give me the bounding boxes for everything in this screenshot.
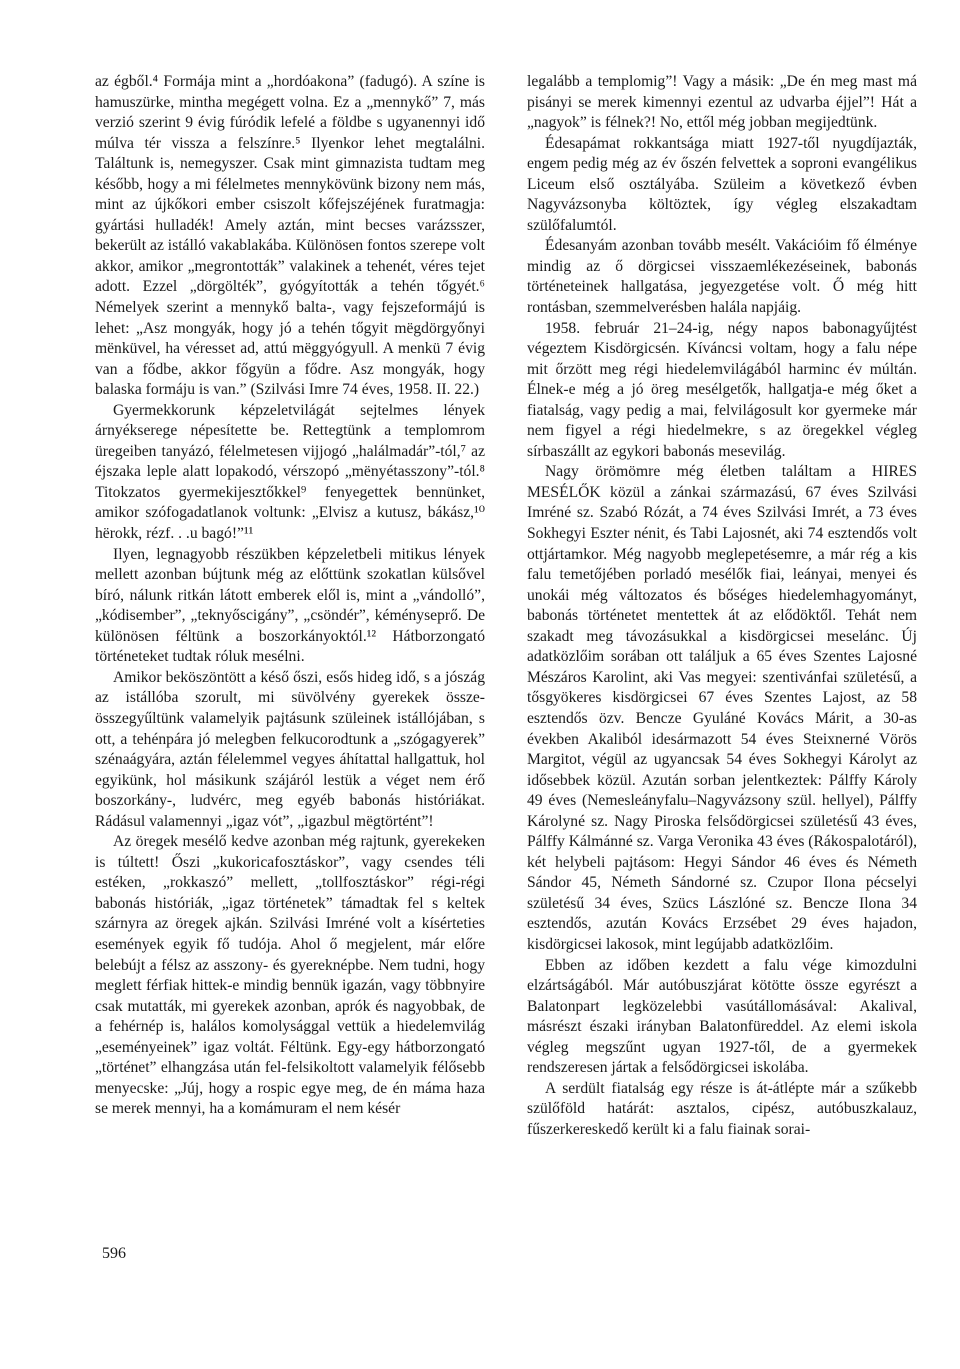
paragraph: Ilyen, legnagyobb részükben képzeletbeli mitikus lények mellett azonban bújtunk még az előttünk szokatlan külsővel bíró, nálunk ritkán látott emberek elől is, mint a „vándolló”, „kódisember”, „teknyőscigány”, „csöndér”, kéményseprő. De különösen féltünk a boszorkányoktól.¹² Hátborzongató történeteket tudtak róluk mesélni. (95, 545, 485, 666)
paragraph: legalább a templomig”! Vagy a másik: „De én meg mast má pisányi se merek kimennyi ezentul az udvarba éjjel”! Hát a „nagyok” is félnek?! No, ettől még jobban megijedtünk. (527, 73, 917, 132)
paragraph: Az öregek mesélő kedve azonban még rajtunk, gyerekeken is túltett! Őszi „kukoricafosztáskor”, vagy csendes téli estéken, „rokkaszó” mellett, „tollfosztáskor” régi-régi babonás históriák, „igaz történetek” támadtak fel s keltek szárnyra az öregek ajkán. Szilvási Imréné volt a kísérteties események egyik fő tudója. Ahol ő megjelent, már előre belebújt a félsz az asszony- és gyereknépbe. Nem tudni, hogy meglett férfiak hittek-e mindig bennük igazán, vagy többnyire csak mutatták, mi gyerekek azonban, aprók és nagyobbak, de a fehérnép is, halálos komolysággal vettük a hiedelemvilág „eseményeinek” igaz voltát. Féltünk. Egy-egy hátborzongató „történet” elhangzása után fel-felsikoltott valamelyik félősebb menyecske: „Júj, hogy a rospic egye meg, de én máma haza se merek mennyi, ha a komámuram el nem késér (95, 833, 485, 1118)
paragraph: Nagy örömömre még életben találtam a HIRES MESÉLŐK közül a zánkai származású, 67 éves Szilvási Imréné sz. Szabó Rózát, a 74 éves Szilvási Imrét, a 73 éves Sokhegyi Eszter nénit, és Tabi Lajosnét, aki 74 esztendős volt ottjártamkor. Még nagyobb meglepetésemre, a már rég a kis falu temetőjében porladó mesélők fiai, leányai, menyei és unokái még változatos és bőséges hiedelemhagyományt, babonás történetet mentettek át az elődöktől. Tehát nem szakadt meg távozásukkal a kisdörgicsei meselánc. Új adatközlőim sorában ott találjuk a 65 éves Szentes Lajosné Mészáros Karolint, aki Vas megyei: szentivánfai születésű, a tősgyökeres kisdörgicsei 67 éves Szentes Lajost, az 58 esztendős özv. Bencze Gyuláné Kovács Márit, a 30-as években Akaliból idesármazott 54 éves Steixnerné Vörös Margitot, végül az ugyancsak 54 éves Sokhegyi Károlyt az idősebbek közül. Azután sorban jelentkeztek: Pálffy Károly 49 éves (Nemesleányfalu–Nagyvázsony szül. hellyel), Pálffy Károlyné sz. Nagy Piroska felsődörgicsei születésű 43 éves, Pálffy Kálmánné sz. Varga Veronika 43 éves (Rákospalotáról), két helybeli pajtásom: Hegyi Sándor 46 éves és Németh Sándor 45, Németh Sándorné sz. Czupor Ilona pécselyi születésű 34 éves, Szücs Lászlóné sz. Bencze Ilona 34 esztendős, azután Kovács Erzsébet 29 éves hajadon, kisdörgicsei lakosok, mint legújabb adatközlőim. (527, 463, 917, 953)
paragraph: az égből.⁴ Formája mint a „hordóakona” (fadugó). A színe is hamuszürke, mintha megégett volna. Ez a „mennykő” 7, más verzió szerint 9 évig fúródik lefelé a földbe s ugyanennyi idő múlva tér vissza a felszínre.⁵ Ilyenkor lehet megtalálni. Találtunk is, nemegyszer. Csak mint gimnazista tudtam meg később, hogy a mi félelmetes mennykövünk bizony nem más, mint az újkőkori ember csiszolt kőfejszéjének furatmagja: gyártási hulladék! Amely aztán, mint becses varázsszer, bekerült az istálló vakablakába. Különösen fontos szerepe volt akkor, amikor „megrontották” valakinek a tehenét, véres tejet adott. Ezzel „dörgölték”, gyógyították a tehén tőgyét.⁶ Némelyek szerint a mennykő balta-, vagy fejszeformájú is lehet: „Asz mongyák, hogy jó a tehén tőgyit mëgdörgyőnyi mënküvel, ha véresset ad, attú mëggyógyull. A menkü 7 évig van a fődbe, akkor főgyün a fődre. Asz mongyák, hogy balaska formáju is van.” (Szilvási Imre 74 éves, 1958. II. 22.) (95, 73, 485, 399)
paragraph: Gyermekkorunk képzeletvilágát sejtelmes lények árnyékserege népesítette be. Rettegtünk a templomrom üregeiben tanyázó, félelmetesen vijjogó „halálmadár”-tól,⁷ az éjszaka leple alatt lopakodó, vérszopó „mënyétasszony”-tól.⁸ Titokzatos gyermekijesztőkkel⁹ fenyegettek bennünket, amikor szófogadatlanok voltunk: „Elvisz a kutusz, bákász,¹⁰ hërokk, rézf. . .u bagó!”¹¹ (95, 401, 485, 543)
paragraph: Édesapámat rokkantsága miatt 1927-től nyugdíjazták, engem pedig még az év őszén felvettek a soproni evangélikus Liceum első osztályába. Szüleim a következő évben Nagyvázsonyba költöztek, így végleg elszakadtam szülőfalumtól. (527, 134, 917, 234)
page-number: 596 (102, 1245, 126, 1262)
paragraph: Amikor beköszöntött a késő őszi, esős hideg idő, s a jószág az istállóba szorult, mi süvölvény gyerekek össze-összegyűltünk valamelyik pajtásunk szüleinek istállójában, s ott, a tehénpára jó melegben felkucorodtunk a „szógagyerek” szénaágyára, aztán félelemmel vegyes áhítattal hallgattuk, hol egyikünk, hol másikunk szájáról lestük a véget nem érő boszorkány-, ludvérc, meg egyéb babonás históriákat. Rádásul valamennyi „igaz vót”, „igazbul mëgtörtént”! (95, 668, 485, 830)
paragraph: Édesanyám azonban tovább mesélt. Vakációim fő élménye mindig az ő dörgicsei visszaemlékezéseinek, babonás történeteinek hallgatása, jegyezgetése volt. Ő még hitt rontásban, szemmelverésben halála napjáig. (527, 237, 917, 317)
left-text-column (95, 72, 485, 1120)
paragraph: Ebben az időben kezdett a falu vége kimozdulni elzártságából. Már autóbuszjárat kötötte össze egyrészt a Balatonpart legközelebbi vasútállomásával: Akalival, másrészt északi irányban Balatonfüreddel. Az elemi iskola végleg megszűnt ugyan 1927-től, de a gyermekek rendszeresen jártak a felsődörgicsei iskolába. (527, 956, 917, 1077)
right-text-column (527, 72, 917, 1140)
paragraph: 1958. február 21–24-ig, négy napos babonagyűjtést végeztem Kisdörgicsén. Kíváncsi voltam, hogy a falu népe mit őrzött meg régi hiedelemvilágából harminc év múltán. Élnek-e még a jó öreg mesélgetők, hallgatja-e még őket a fiatalság, vagy pedig a mai, felvilágosult kor gyermeke már nem figyel a régi hiedelmekre, s az öregekkel végleg sírbaszállt az egykori babonás mesevilág. (527, 319, 917, 460)
paragraph: A serdült fiatalság egy része is át-átlépte már a szűkebb szülőföld határát: asztalos, cipész, autóbuszkalauz, fűszerkereskedő került ki a falu fiainak sorai- (527, 1079, 917, 1138)
